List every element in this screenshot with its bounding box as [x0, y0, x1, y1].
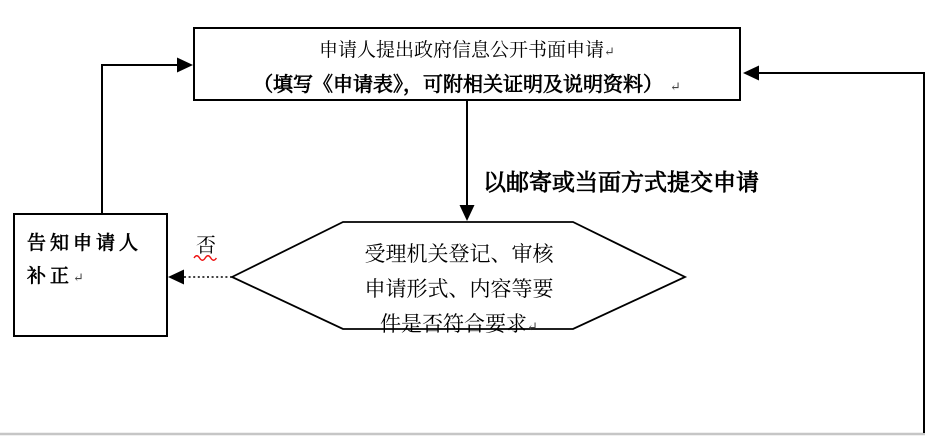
arrowhead-down	[460, 205, 475, 221]
apply-box-line2	[195, 68, 739, 104]
paragraph-mark: ↵	[73, 271, 84, 286]
apply-box-line2-text: （填写《申请表》，可附相关证明及说明资料）	[253, 72, 664, 96]
correction-box-line2-text: 补正	[27, 265, 74, 287]
paragraph-mark: ↵	[604, 45, 615, 60]
arrowhead-left	[743, 66, 759, 81]
review-hexagon-line2: 申请形式、内容等要	[364, 277, 554, 301]
apply-box-line1	[195, 35, 739, 68]
correction-box-line2	[27, 260, 166, 295]
node-notify-correction-box	[13, 213, 168, 337]
correction-box-line1: 告知申请人	[27, 232, 143, 254]
arrowhead-right	[177, 58, 193, 73]
review-hexagon-text	[333, 237, 585, 345]
arrowhead-left-dotted	[168, 270, 184, 285]
arrow-correct-to-apply-line	[102, 65, 179, 214]
review-hexagon-line3-text: 件是否符合要求	[380, 312, 528, 336]
paragraph-mark: ↵	[527, 320, 538, 335]
apply-box-line1-text: 申请人提出政府信息公开书面申请	[319, 39, 605, 61]
arrow-return-to-apply-line	[758, 73, 924, 433]
no-label: 否	[196, 233, 216, 257]
paragraph-mark: ↵	[670, 80, 681, 95]
review-hexagon-line3	[333, 307, 585, 345]
review-hexagon-line1: 受理机关登记、审核	[364, 242, 554, 266]
node-apply-box	[193, 27, 741, 101]
submit-method-label: 以邮寄或当面方式提交申请	[483, 169, 759, 196]
